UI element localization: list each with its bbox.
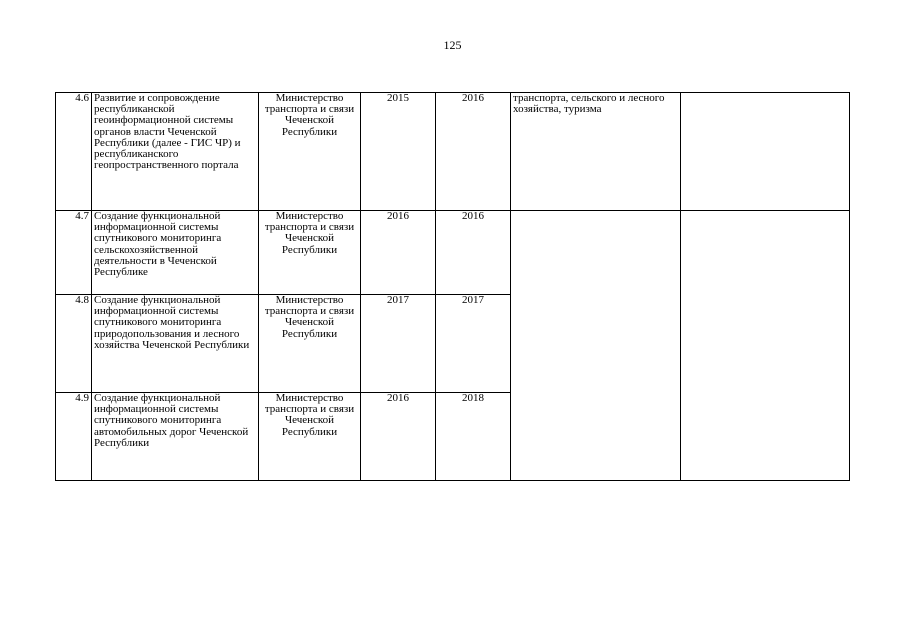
end-year: 2016 — [436, 93, 511, 211]
row-number: 4.6 — [56, 93, 92, 211]
measure-name: Создание функциональной информационной системы спутникового мониторинга автомобильных дорог Чеченской Республики — [92, 393, 259, 481]
measure-name: Развитие и сопровождение республиканской геоинформационной системы органов власти Чеченской Республики (далее - ГИС ЧР) и республиканского геопространственного портала — [92, 93, 259, 211]
executor: Министерство транспорта и связи Чеченской Республики — [259, 93, 361, 211]
page-number: 125 — [443, 38, 462, 52]
start-year: 2016 — [361, 211, 436, 295]
measure-name: Создание функциональной информационной системы спутникового мониторинга сельскохозяйственной деятельности в Чеченской Республике — [92, 211, 259, 295]
row-number: 4.8 — [56, 295, 92, 393]
expected-result — [511, 211, 681, 481]
measure-name: Создание функциональной информационной системы спутникового мониторинга природопользования и лесного хозяйства Чеченской Республики — [92, 295, 259, 393]
end-year: 2017 — [436, 295, 511, 393]
note-cell — [681, 211, 850, 481]
executor: Министерство транспорта и связи Чеченской Республики — [259, 295, 361, 393]
end-year: 2016 — [436, 211, 511, 295]
start-year: 2015 — [361, 93, 436, 211]
row-number: 4.7 — [56, 211, 92, 295]
end-year: 2018 — [436, 393, 511, 481]
row-number: 4.9 — [56, 393, 92, 481]
executor: Министерство транспорта и связи Чеченской Республики — [259, 393, 361, 481]
start-year: 2017 — [361, 295, 436, 393]
measures-table — [55, 92, 850, 481]
executor: Министерство транспорта и связи Чеченской Республики — [259, 211, 361, 295]
table-row — [56, 93, 850, 211]
table-row — [56, 211, 850, 295]
start-year: 2016 — [361, 393, 436, 481]
expected-result: транспорта, сельского и лесного хозяйства, туризма — [511, 93, 681, 211]
note-cell — [681, 93, 850, 211]
